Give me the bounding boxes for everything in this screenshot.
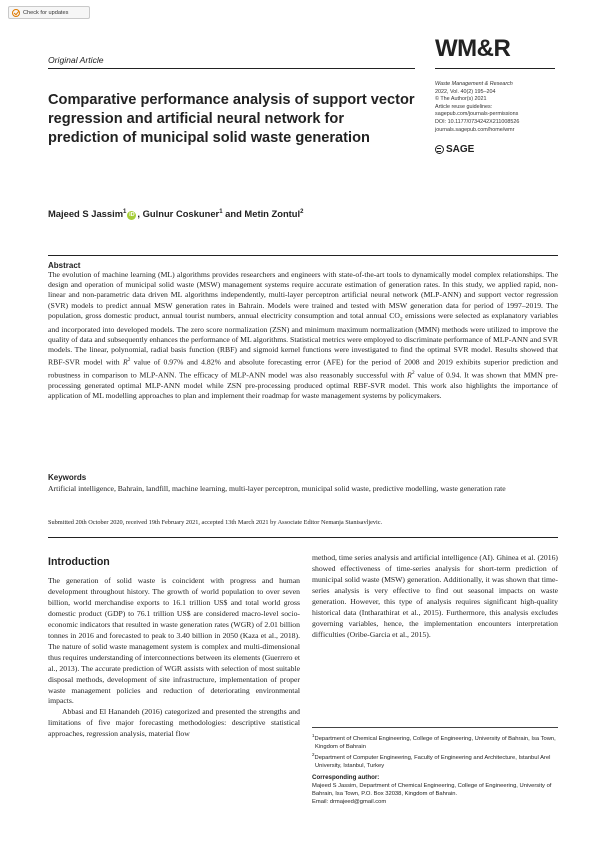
body-paragraph: Abbasi and El Hanandeh (2016) categorized and presented the strengths and limitations of five major forecasting methodologies: descriptive statistical approaches, regression analysis, material flow: [48, 707, 300, 739]
author-affiliation-sup: 1: [123, 208, 127, 215]
doi-link[interactable]: DOI: 10.1177/0734242X211008526: [435, 118, 520, 125]
article-title: Comparative performance analysis of support vector regression and artificial neural network for prediction of municipal solid waste generation: [48, 92, 415, 147]
introduction-heading: Introduction: [48, 556, 110, 568]
corresponding-author: [312, 774, 558, 806]
abstract-text-1: The evolution of machine learning (ML) algorithms provides researchers and engineers with state-of-the-art tools to dynamically model complex relationships. The design and operation of municipal solid waste (MSW) management systems require accurate estimation of generation rates. In this study, we applied rapid, non-linear and non-parametric data driven ML algorithms independently, multi-layer perceptron artificial neural network (MLP-ANN) and support vector regression (SVR) models to predict annual MSW generation rates in Bahrain. Models were trained and tested with MSW generation data for period of 1997–2019. The population, gross domestic product, annual tourist numbers, annual electricity consumption and total annual CO: [48, 270, 558, 320]
journal-name: Waste Management & Research: [435, 81, 513, 87]
affiliation-text: Department of Computer Engineering, Faculty of Engineering and Architecture, Istanbul Arel University, Istanbul, Turkey: [314, 755, 551, 770]
body-divider: [48, 537, 558, 538]
publisher-logo: [435, 144, 474, 155]
abstract-body: [48, 270, 558, 401]
reuse-link[interactable]: sagepub.com/journals-permissions: [435, 111, 519, 118]
logo-divider: [435, 68, 555, 69]
corresponding-author-heading: Corresponding author:: [312, 774, 380, 781]
body-paragraph: The generation of solid waste is coincident with progress and human development throughout history. The growth of world population to over seven billion, world merchandise exports to 16.1 trillion US$ and total world gross domestic product (GDP) to 76.1 trillion US$ are considered macro-level socio-economic indicators that resulted in waste generation rates (WGR) of 2.01 billion tonnes in 2016 and forecasted to peak to 3.40 billion in 2050 (Kaza et al., 2018). The nature of solid waste management system is complex and multi-dimensional thus requires understanding of interconnections between its elements (Guerrero et al., 2013). The accurate prediction of WGR assists with selection of most suitable disposal methods, development of site infrastructure, implementation of proper waste management policies and reduction of deteriorating environmental impacts.: [48, 576, 300, 706]
abstract-text-3: value of 0.97% and 4.82% and absolute forecasting error (AFE) for the period of 2008 and 2019 exhibits superior prediction and robustness in comparison to MLP-ANN. The efficacy of MLP-ANN model was also reasonably successful with: [48, 357, 558, 380]
header-divider: [48, 68, 415, 69]
orcid-icon[interactable]: iD: [129, 212, 135, 218]
r-squared-sup: 2: [127, 357, 131, 364]
journal-meta: [435, 81, 560, 134]
abstract-text-2: emissions were selected as explanatory variables and incorporated into developed models. The zero score normalization (ZSN) and minimum maximum normalization (MMN) methods were utilized to improve the quality of data and subsequently enhances the performance of ML algorithms. Statistical metrics were employed to discriminate performance of MLP-ANN and SVR models. The linear, polynomial, radial basis function (RBF) and sigmoid kernel functions were investigated to find the optimal SVR model. Results showed that RBF-SVR model with: [48, 310, 558, 367]
check-updates-icon: [12, 9, 20, 17]
abstract-divider: [48, 255, 558, 256]
author-separator: ,: [137, 208, 143, 219]
abstract-text-4: value of 0.94. It was shown that MMN pre-processing generated optimal MLP-ANN model while ZSN pre-processing produced optimal RBF-SVR model. This work also highlights the importance of application of ML modelling approaches to plan and implement their roadmap for waste management systems by policymakers.: [48, 370, 558, 400]
author-name: Gulnur Coskuner: [142, 208, 220, 219]
abstract-heading: Abstract: [48, 261, 81, 270]
affiliation-item: [312, 751, 558, 770]
journal-volume: 2022, Vol. 40(2) 195–204: [435, 88, 496, 95]
journal-link[interactable]: journals.sagepub.com/home/wmr: [435, 126, 515, 133]
r-squared-symbol: R: [122, 357, 128, 367]
reuse-label: Article reuse guidelines:: [435, 103, 493, 110]
sage-logo-icon: [435, 145, 444, 154]
submission-history: Submitted 20th October 2020, received 19th February 2021, accepted 13th March 2021 by Associate Editor Nemanja Stanisavljevic.: [48, 519, 383, 526]
body-column-right: [312, 553, 558, 641]
author-list: [48, 208, 303, 220]
keywords-list: Artificial intelligence, Bahrain, landfill, machine learning, multi-layer perceptron, municipal solid waste, predictive modelling, waste generation rate: [48, 484, 506, 493]
affiliation-text: Department of Chemical Engineering, College of Engineering, University of Bahrain, Isa Town, Kingdom of Bahrain: [314, 735, 556, 751]
keywords-heading: Keywords: [48, 473, 87, 482]
copyright: © The Author(s) 2021: [435, 96, 487, 103]
affiliation-number: 2: [312, 752, 315, 758]
publisher-name: SAGE: [446, 144, 475, 155]
body-column-left: [48, 576, 300, 740]
corresponding-author-address: Majeed S Jassim, Department of Chemical Engineering, College of Engineering, University of Bahrain, Isa Town, P.O. Box 32038, Kingdom of Bahrain.: [312, 783, 552, 798]
affiliations: [312, 732, 558, 771]
author-affiliation-sup: 2: [300, 208, 304, 215]
affiliation-number: 1: [312, 733, 315, 738]
check-for-updates-button[interactable]: [8, 6, 90, 19]
footnote-divider: [312, 727, 558, 728]
corresponding-author-email[interactable]: Email: drmajeed@gmail.com: [312, 799, 387, 806]
author-separator: and: [222, 208, 245, 219]
body-paragraph: method, time series analysis and artificial intelligence (AI). Ghinea et al. (2016) showed effectiveness of time-series analysis for short-term prediction of municipal solid waste (MSW) generation. Additionally, it was shown that time-series analysis is very effective to find out seasonal impacts on waste generation. However, this type of analysis requires significant high-quality historical data (Intharathirat et al., 2015). Furthermore, this analysis excludes governing variables, hence, the implementation encounters interpretation difficulties (Oribe-Garcia et al., 2015).: [312, 553, 558, 639]
check-for-updates-label: Check for updates: [23, 9, 69, 16]
author-name: Metin Zontul: [244, 208, 301, 219]
r-squared-sup: 2: [411, 369, 415, 376]
author-affiliation-sup: 1: [219, 208, 223, 215]
r-squared-symbol: R: [407, 370, 412, 380]
co2-subscript: 2: [399, 316, 403, 323]
article-type: Original Article: [48, 55, 104, 65]
journal-logo: WM&R: [435, 35, 511, 62]
author-name: Majeed S Jassim: [48, 208, 124, 219]
affiliation-item: [312, 732, 558, 751]
